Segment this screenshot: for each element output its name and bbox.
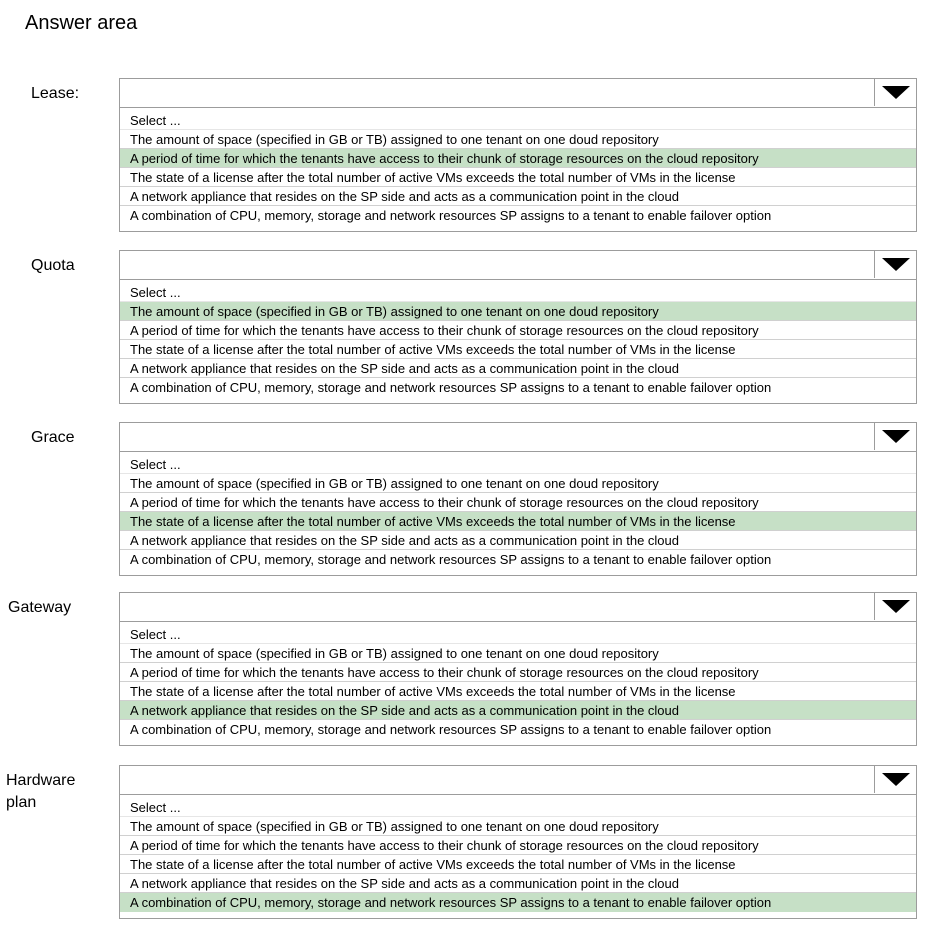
dropdown-option[interactable]: A network appliance that resides on the SP side and acts as a communication point in the cloud	[120, 187, 916, 206]
dropdown-option-selected[interactable]: The state of a license after the total number of active VMs exceeds the total number of VMs in the license	[120, 512, 916, 531]
triangle-down-icon	[882, 258, 910, 271]
dropdown-option[interactable]: The amount of space (specified in GB or TB) assigned to one tenant on one doud repository	[120, 474, 916, 493]
dropdown-selected-value[interactable]	[120, 593, 916, 622]
triangle-down-icon	[882, 600, 910, 613]
dropdown-option[interactable]: A combination of CPU, memory, storage and network resources SP assigns to a tenant to enable failover option	[130, 722, 772, 737]
answer-area-title: Answer area	[25, 12, 138, 34]
answer-dropdown[interactable]	[119, 422, 917, 576]
answer-dropdown[interactable]	[119, 78, 917, 232]
dropdown-option[interactable]: A combination of CPU, memory, storage and network resources SP assigns to a tenant to enable failover option	[130, 208, 772, 223]
dropdown-option-selected[interactable]: A period of time for which the tenants have access to their chunk of storage resources on the cloud repository	[120, 149, 916, 168]
question-label: Lease:	[31, 85, 80, 102]
dropdown-option[interactable]: The state of a license after the total number of active VMs exceeds the total number of VMs in the license	[120, 855, 916, 874]
dropdown-option-selected[interactable]: A combination of CPU, memory, storage and network resources SP assigns to a tenant to enable failover option	[120, 893, 916, 912]
dropdown-option[interactable]: A period of time for which the tenants have access to their chunk of storage resources on the cloud repository	[120, 493, 916, 512]
dropdown-selected-value[interactable]	[120, 79, 916, 108]
dropdown-option[interactable]: The state of a license after the total number of active VMs exceeds the total number of VMs in the license	[120, 168, 916, 187]
answer-dropdown[interactable]	[119, 765, 917, 919]
dropdown-toggle-button[interactable]	[874, 79, 916, 106]
dropdown-options	[120, 452, 916, 569]
dropdown-option[interactable]: A network appliance that resides on the SP side and acts as a communication point in the cloud	[120, 874, 916, 893]
dropdown-option[interactable]: A network appliance that resides on the SP side and acts as a communication point in the cloud	[120, 531, 916, 550]
dropdown-option-selected[interactable]: The amount of space (specified in GB or TB) assigned to one tenant on one doud repository	[120, 302, 916, 321]
question-label: Gateway	[8, 599, 72, 616]
answer-dropdown[interactable]	[119, 592, 917, 746]
triangle-down-icon	[882, 430, 910, 443]
answer-dropdown[interactable]	[119, 250, 917, 404]
dropdown-toggle-button[interactable]	[874, 251, 916, 278]
dropdown-option[interactable]: The state of a license after the total number of active VMs exceeds the total number of VMs in the license	[120, 340, 916, 359]
triangle-down-icon	[882, 773, 910, 786]
dropdown-option[interactable]: The amount of space (specified in GB or TB) assigned to one tenant on one doud repository	[120, 817, 916, 836]
dropdown-option[interactable]: A combination of CPU, memory, storage and network resources SP assigns to a tenant to enable failover option	[130, 552, 772, 567]
triangle-down-icon	[882, 86, 910, 99]
dropdown-selected-value[interactable]	[120, 766, 916, 795]
dropdown-options	[120, 108, 916, 225]
dropdown-selected-value[interactable]	[120, 423, 916, 452]
dropdown-option[interactable]: Select ...	[120, 111, 916, 130]
question-label: Quota	[31, 257, 75, 274]
dropdown-option[interactable]: A combination of CPU, memory, storage and network resources SP assigns to a tenant to enable failover option	[130, 380, 772, 395]
dropdown-option[interactable]: The state of a license after the total number of active VMs exceeds the total number of VMs in the license	[120, 682, 916, 701]
dropdown-option[interactable]: A period of time for which the tenants have access to their chunk of storage resources on the cloud repository	[120, 836, 916, 855]
dropdown-option[interactable]: A network appliance that resides on the SP side and acts as a communication point in the cloud	[120, 359, 916, 378]
dropdown-options	[120, 280, 916, 397]
dropdown-option[interactable]: The amount of space (specified in GB or TB) assigned to one tenant on one doud repository	[120, 644, 916, 663]
dropdown-option[interactable]: Select ...	[120, 455, 916, 474]
dropdown-option[interactable]: Select ...	[120, 283, 916, 302]
dropdown-toggle-button[interactable]	[874, 593, 916, 620]
dropdown-toggle-button[interactable]	[874, 423, 916, 450]
dropdown-option[interactable]: Select ...	[120, 798, 916, 817]
dropdown-option[interactable]: A period of time for which the tenants have access to their chunk of storage resources on the cloud repository	[120, 321, 916, 340]
dropdown-options	[120, 622, 916, 739]
dropdown-option[interactable]: The amount of space (specified in GB or TB) assigned to one tenant on one doud repository	[120, 130, 916, 149]
dropdown-selected-value[interactable]	[120, 251, 916, 280]
dropdown-option[interactable]: A period of time for which the tenants have access to their chunk of storage resources on the cloud repository	[120, 663, 916, 682]
dropdown-option[interactable]: Select ...	[120, 625, 916, 644]
question-label: Grace	[31, 429, 75, 446]
question-label: Hardware plan	[6, 772, 76, 811]
dropdown-option-selected[interactable]: A network appliance that resides on the SP side and acts as a communication point in the cloud	[120, 701, 916, 720]
dropdown-options	[120, 795, 916, 912]
dropdown-toggle-button[interactable]	[874, 766, 916, 793]
